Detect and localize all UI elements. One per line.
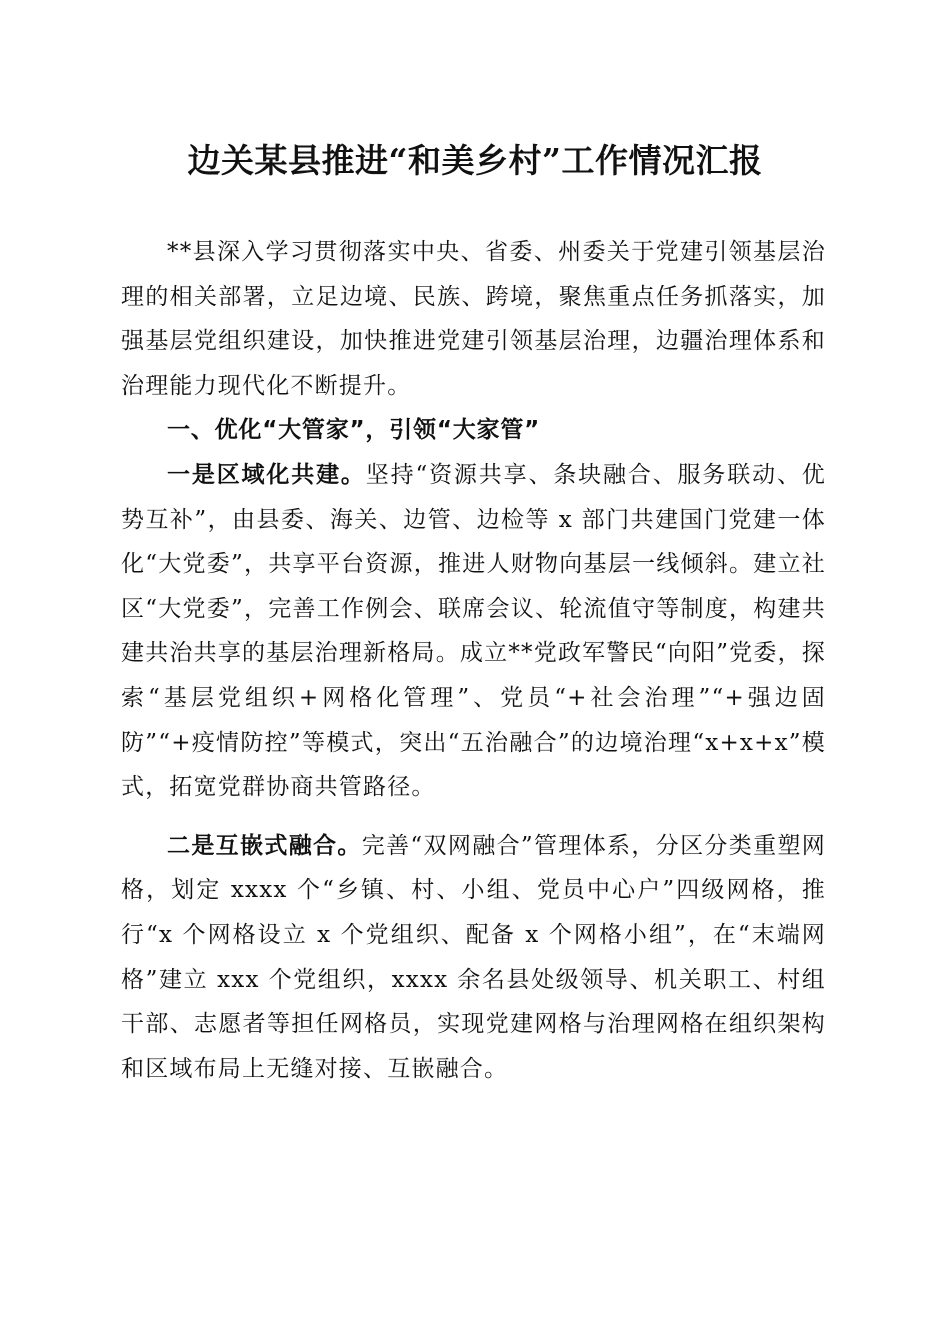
intro-paragraph: **县深入学习贯彻落实中央、省委、州委关于党建引领基层治理的相关部署，立足边境、民族、跨境，聚焦重点任务抓落实，加强基层党组织建设，加快推进党建引领基层治理，边疆治理体系和治理能力现代化不断提升。 (121, 239, 826, 399)
paragraph-lead-2: 二是互嵌式融合。 (167, 832, 362, 859)
paragraph-embedded-integration (121, 824, 826, 1092)
paragraph-text-2: 完善“双网融合”管理体系，分区分类重塑网格，划定 xxxx 个“乡镇、村、小组、党员中心户”四级网格，推行“x 个网格设立 x 个党组织、配备 x 个网格小组”，在“末端网格”建立 xxx 个党组织，xxxx 余名县处级领导、机关职工、村组干部、志愿者等担任网格员，实现党建网格与治理网格在组织架构和区域布局上无缝对接、互嵌融合。 (121, 832, 826, 1082)
paragraph-regional-co-building (121, 453, 826, 810)
section-heading-1: 一、优化“大管家”，引领“大家管” (167, 417, 541, 444)
paragraph-text-1: 坚持“资源共享、条块融合、服务联动、优势互补”，由县委、海关、边管、边检等 x 部门共建国门党建一体化“大党委”，共享平台资源，推进人财物向基层一线倾斜。建立社区“大党委”，完善工作例会、联席会议、轮流值守等制度，构建共建共治共享的基层治理新格局。成立**党政军警民“向阳”党委，探索“基层党组织+网格化管理”、党员“+社会治理”“+强边固防”“+疫情防控”等模式，突出“五治融合”的边境治理“x+x+x”模式，拓宽党群协商共管路径。 (121, 461, 826, 801)
document-title: 边关某县推进“和美乡村”工作情况汇报 (187, 141, 763, 180)
paragraph-lead-1: 一是区域化共建。 (167, 461, 366, 488)
document-body (121, 230, 826, 1091)
